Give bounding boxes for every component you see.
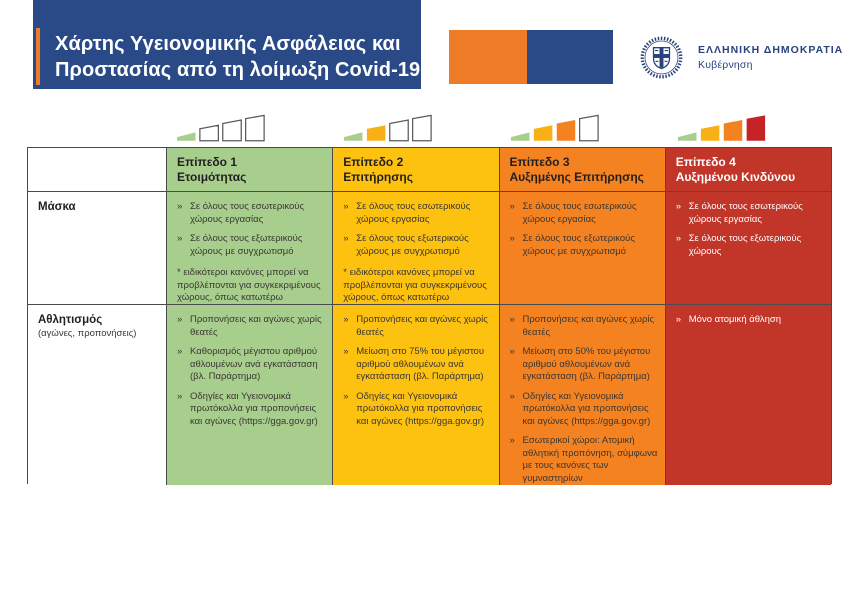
levels-table <box>27 147 832 484</box>
bullet-item <box>676 233 824 258</box>
bullet-marker: » <box>675 233 682 244</box>
bullet-marker: » <box>343 390 349 402</box>
bullet-item <box>343 391 491 429</box>
bullet-item <box>177 346 325 384</box>
bullet-marker: » <box>509 314 515 325</box>
bullet-text: Οδηγίες και Υγειονομικά πρωτόκολλα για προπονήσεις και αγώνες (https://gga.gov.gr) <box>522 390 651 427</box>
bullet-text: Σε όλους τους εσωτερικούς χώρους εργασίας <box>688 201 803 225</box>
bullet-marker: » <box>675 314 682 325</box>
bullet-item <box>510 346 658 384</box>
sports-level3-cell <box>499 304 665 485</box>
bullet-text: Εσωτερικοί χώροι: Ατομική αθλητική προπόνηση, σύμφωνα με τους κανόνες των γυμναστηρίων <box>522 435 658 484</box>
bullet-marker: » <box>509 435 515 446</box>
level3-header <box>499 148 665 191</box>
row-label-mask <box>28 191 166 304</box>
level1-header <box>166 148 332 191</box>
bullet-text: Σε όλους τους εσωτερικούς χώρους εργασίας <box>190 201 305 225</box>
bullet-marker: » <box>509 390 515 402</box>
row-label-sports <box>28 304 166 485</box>
row-sublabel-text: (αγώνες, προπονήσεις) <box>38 328 137 339</box>
bullet-item <box>510 435 658 485</box>
severity-bars-icon-level4 <box>678 113 766 142</box>
sports-level2-cell <box>332 304 498 485</box>
mask-level1-cell <box>166 191 332 304</box>
bullet-item <box>177 233 325 258</box>
bullet-marker: » <box>177 233 183 244</box>
severity-bars-icon-level2 <box>344 113 432 142</box>
bullet-item <box>343 314 491 339</box>
sports-level4-cell <box>665 304 831 485</box>
accent-tick <box>36 28 40 85</box>
level3-subname: Αυξημένης Επιτήρησης <box>509 169 644 184</box>
decorative-navy-block <box>527 30 613 84</box>
bullet-marker: » <box>343 233 349 244</box>
page-title-line1: Χάρτης Υγειονομικής Ασφάλειας και <box>55 33 401 55</box>
page-title <box>55 31 420 83</box>
bullet-marker: » <box>177 390 183 402</box>
level1-name: Επίπεδο 1 <box>177 155 238 169</box>
bullet-item <box>177 391 325 429</box>
bullet-marker: » <box>343 201 349 212</box>
level2-header <box>332 148 498 191</box>
bullet-item <box>510 233 658 258</box>
bullet-marker: » <box>177 314 183 325</box>
hellenic-republic-emblem-icon <box>639 35 684 80</box>
government-name: ΕΛΛΗΝΙΚΗ ΔΗΜΟΚΡΑΤΙΑ <box>698 43 844 56</box>
bullet-marker: » <box>177 201 183 212</box>
bullet-item <box>343 233 491 258</box>
bullet-item <box>676 201 824 226</box>
bullet-item <box>343 346 491 384</box>
bullet-text: Σε όλους τους εσωτερικούς χώρους εργασίας <box>356 201 471 225</box>
bullet-marker: » <box>509 346 515 357</box>
bullet-item <box>510 391 658 429</box>
bullet-text: Σε όλους τους εσωτερικούς χώρους εργασίας <box>522 201 637 225</box>
sports-level1-cell <box>166 304 332 485</box>
severity-bars-icon-level3 <box>511 113 599 142</box>
level2-name: Επίπεδο 2 <box>343 155 404 169</box>
bullet-item <box>343 201 491 226</box>
bullet-text: Προπονήσεις και αγώνες χωρίς θεατές <box>356 314 488 338</box>
mask-level2-cell <box>332 191 498 304</box>
bullet-marker: » <box>509 233 515 244</box>
decorative-orange-block <box>449 30 527 84</box>
level4-name: Επίπεδο 4 <box>675 155 736 169</box>
level4-subname: Αυξημένου Κινδύνου <box>675 169 796 184</box>
bullet-marker: » <box>343 314 349 325</box>
mask-level3-cell <box>499 191 665 304</box>
bullet-text: Σε όλους τους εξωτερικούς χώρους με συγχρωτισμό <box>522 233 635 257</box>
government-identity <box>639 34 843 80</box>
bullet-item <box>510 314 658 339</box>
government-subtitle: Κυβέρνηση <box>698 58 753 71</box>
bullet-marker: » <box>509 201 515 212</box>
government-text <box>698 44 843 71</box>
bullet-marker: » <box>675 201 682 212</box>
bullet-text: Οδηγίες και Υγειονομικά πρωτόκολλα για προπονήσεις και αγώνες (https://gga.gov.gr) <box>356 390 485 427</box>
bullet-item <box>177 314 325 339</box>
bullet-marker: » <box>343 346 349 357</box>
bullet-marker: » <box>177 346 183 357</box>
row-label-text: Μάσκα <box>38 201 76 213</box>
bullet-text: Προπονήσεις και αγώνες χωρίς θεατές <box>190 314 322 338</box>
level3-name: Επίπεδο 3 <box>509 155 570 169</box>
level2-subname: Επιτήρησης <box>343 169 413 184</box>
footnote: * ειδικότεροι κανόνες μπορεί να προβλέπονται για συγκεκριμένους χώρους, όπως κατωτέρω <box>343 267 487 303</box>
bullet-text: Μόνο ατομική άθληση <box>688 314 782 325</box>
bullet-text: Μείωση στο 50% του μέγιστου αριθμού αθλουμένων ανά εγκατάσταση (βλ. Παράρτημα) <box>522 346 651 382</box>
bullet-item <box>177 201 325 226</box>
row-label-text: Αθλητισμός <box>38 314 103 326</box>
page-title-line2: Προστασίας από τη λοίμωξη Covid-19 <box>55 59 421 81</box>
bullet-text: Σε όλους τους εξωτερικούς χώρους <box>688 233 802 257</box>
bullet-text: Μείωση στο 75% του μέγιστου αριθμού αθλουμένων ανά εγκατάσταση (βλ. Παράρτημα) <box>356 346 485 382</box>
level1-subname: Ετοιμότητας <box>177 169 247 184</box>
severity-bars-icon-level1 <box>177 113 265 142</box>
table-corner-cell <box>28 148 166 191</box>
bullet-item <box>510 201 658 226</box>
mask-level4-cell <box>665 191 831 304</box>
bullet-item <box>676 314 824 327</box>
bullet-text: Σε όλους τους εξωτερικούς χώρους με συγχρωτισμό <box>190 233 303 257</box>
bullet-text: Οδηγίες και Υγειονομικά πρωτόκολλα για προπονήσεις και αγώνες (https://gga.gov.gr) <box>190 390 318 427</box>
bullet-text: Σε όλους τους εξωτερικούς χώρους με συγχρωτισμό <box>356 233 469 257</box>
bullet-text: Καθορισμός μέγιστου αριθμού αθλουμένων ανά εγκατάσταση (βλ. Παράρτημα) <box>190 346 318 382</box>
title-banner <box>33 0 421 89</box>
bullet-text: Προπονήσεις και αγώνες χωρίς θεατές <box>522 314 655 338</box>
footnote: * ειδικότεροι κανόνες μπορεί να προβλέπονται για συγκεκριμένους χώρους, όπως κατωτέρω <box>177 267 321 303</box>
level4-header <box>665 148 831 191</box>
